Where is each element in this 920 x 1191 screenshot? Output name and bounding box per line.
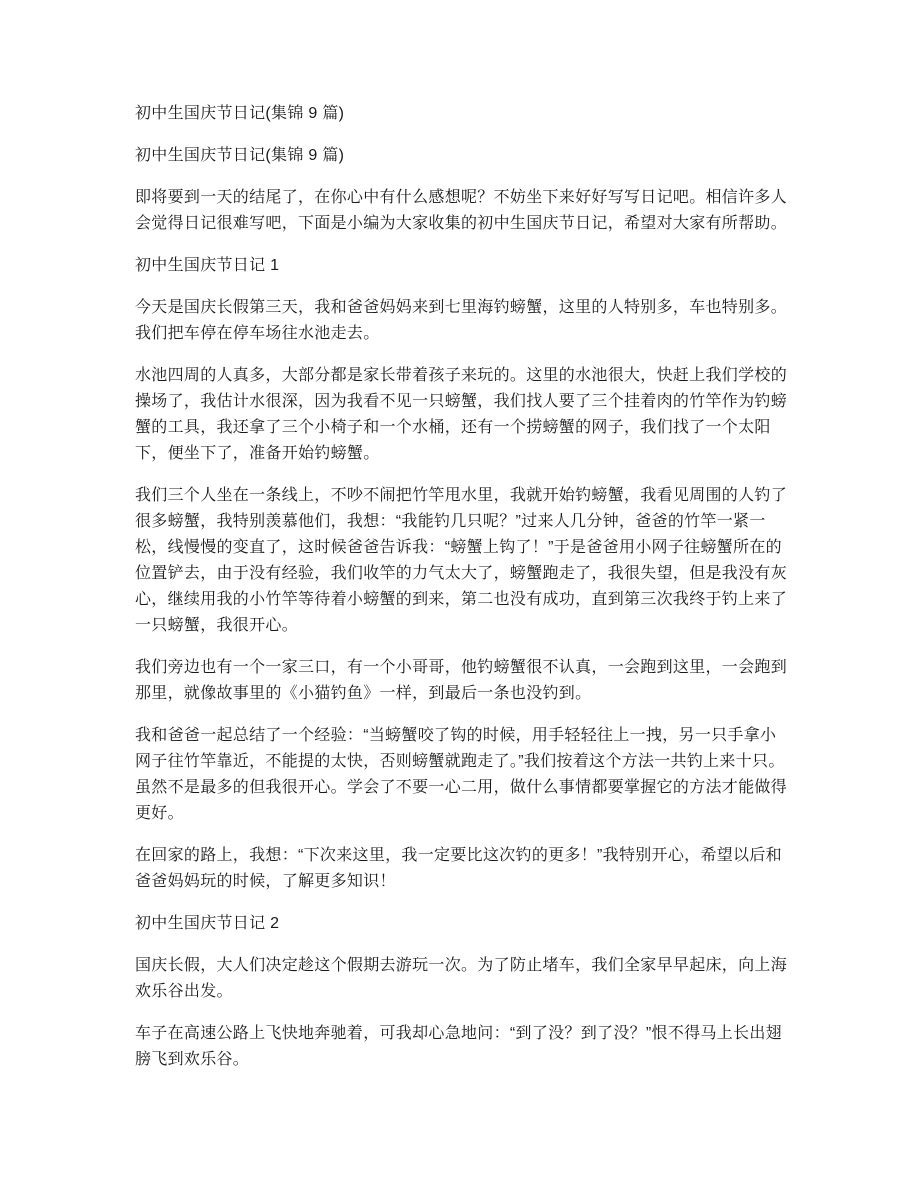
document-body — [135, 101, 787, 1089]
paragraph: 即将要到一天的结尾了，在你心中有什么感想呢？不妨坐下来好好写写日记吧。相信许多人会觉得日记很难写吧，下面是小编为大家收集的初中生国庆节日记，希望对大家有所帮助。 — [135, 189, 788, 232]
paragraph: 我们三个人坐在一条线上，不吵不闹把竹竿甩水里，我就开始钓螃蟹，我看见周围的人钓了很多螃蟹，我特别羡慕他们，我想：“我能钓几只呢？”过来人几分钟，爸爸的竹竿一紧一松，线慢慢的变直了，这时候爸爸告诉我：“螃蟹上钩了！”于是爸爸用小网子往螃蟹所在的位置铲去，由于没有经验，我们收竿的力气太大了，螃蟹跑走了，我很失望，但是我没有灰心，继续用我的小竹竿等待着小螃蟹的到来，第二也没有成功，直到第三次我终于钓上来了一只螃蟹，我很开心。 — [135, 487, 788, 634]
paragraph: 水池四周的人真多，大部分都是家长带着孩子来玩的。这里的水池很大，快赶上我们学校的操场了，我估计水很深，因为我看不见一只螃蟹，我们找人要了三个挂着肉的竹竿作为钓螃蟹的工具，我还拿了三个小椅子和一个水桶，还有一个捞螃蟹的网子，我们找了一个太阳下，便坐下了，准备开始钓螃蟹。 — [135, 367, 788, 462]
section-heading: 初中生国庆节日记 2 — [135, 915, 280, 932]
paragraph: 在回家的路上，我想：“下次来这里，我一定要比这次钓的更多！”我特别开心，希望以后和爸爸妈妈玩的时候，了解更多知识！ — [135, 847, 782, 890]
paragraph: 国庆长假，大人们决定趁这个假期去游玩一次。为了防止堵车，我们全家早早起床，向上海欢乐谷出发。 — [135, 957, 788, 1000]
paragraph: 我和爸爸一起总结了一个经验：“当螃蟹咬了钩的时候，用手轻轻往上一拽，另一只手拿小网子往竹竿靠近，不能提的太快，否则螃蟹就跑走了。”我们按着这个方法一共钓上来十只。虽然不是最多的但我很开心。学会了不要一心二用，做什么事情都要掌握它的方法才能做得更好。 — [135, 727, 788, 822]
section-heading: 初中生国庆节日记(集锦 9 篇) — [135, 147, 345, 164]
paragraph: 车子在高速公路上飞快地奔驰着，可我却心急地问：“到了没？到了没？”恨不得马上长出翅膀飞到欢乐谷。 — [135, 1025, 782, 1068]
section-heading: 初中生国庆节日记(集锦 9 篇) — [135, 105, 345, 122]
section-heading: 初中生国庆节日记 1 — [135, 257, 280, 274]
paragraph: 我们旁边也有一个一家三口，有一个小哥哥，他钓螃蟹很不认真，一会跑到这里，一会跑到那里，就像故事里的《小猫钓鱼》一样，到最后一条也没钓到。 — [135, 659, 788, 702]
paragraph: 今天是国庆长假第三天，我和爸爸妈妈来到七里海钓螃蟹，这里的人特别多，车也特别多。我们把车停在停车场往水池走去。 — [135, 299, 788, 342]
